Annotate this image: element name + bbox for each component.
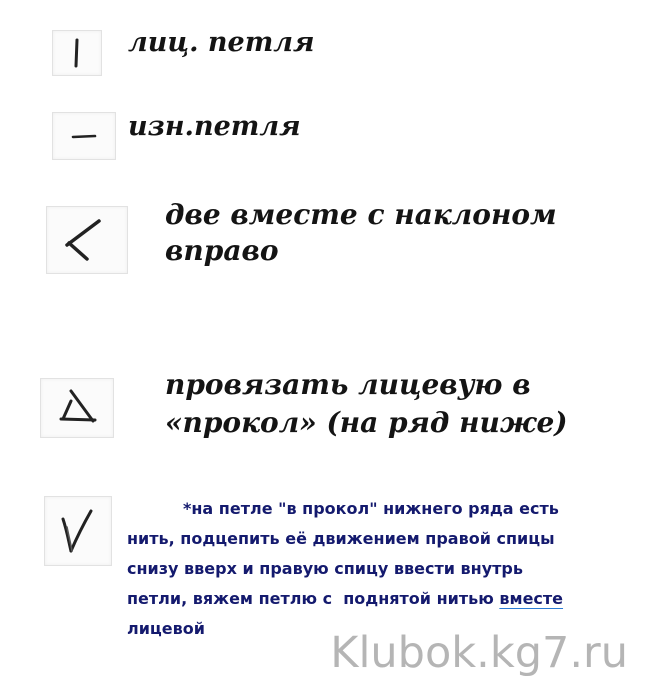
note-line-4-text: петли, вяжем петлю с поднятой нитью [127, 589, 500, 608]
right-decrease-symbol-box [46, 206, 128, 274]
knit-with-thread-icon [45, 497, 111, 565]
site-watermark: Klubok.kg7.ru [330, 628, 628, 678]
right-decrease-label-line1: две вместе с наклоном [165, 198, 557, 231]
note-line-5: лицевой [127, 619, 205, 638]
purl-stitch-symbol-box [52, 112, 116, 160]
knit-below-symbol-box [40, 378, 114, 438]
knit-stitch-label: лиц. петля [128, 27, 315, 58]
knit-stitch-icon [53, 31, 101, 75]
knit-below-label-line2: «прокол» (на ряд ниже) [165, 406, 568, 439]
note-line-1: *на петле "в прокол" нижнего ряда есть [183, 499, 559, 518]
note-line-4 [127, 584, 632, 614]
note-line-2: нить, подцепить её движением правой спицы [127, 529, 555, 548]
right-decrease-icon [47, 207, 127, 273]
right-decrease-label-line2: вправо [165, 234, 279, 267]
note-underlined-word: вместе [499, 589, 564, 608]
stitch-note [127, 494, 632, 644]
knit-with-thread-symbol-box [44, 496, 112, 566]
knit-stitch-symbol-box [52, 30, 102, 76]
purl-stitch-icon [53, 113, 115, 159]
purl-stitch-label: изн.петля [128, 111, 301, 142]
note-line-3: снизу вверх и правую спицу ввести внутрь [127, 559, 523, 578]
knit-below-icon [41, 379, 113, 437]
knit-below-label-line1: провязать лицевую в [165, 368, 531, 401]
